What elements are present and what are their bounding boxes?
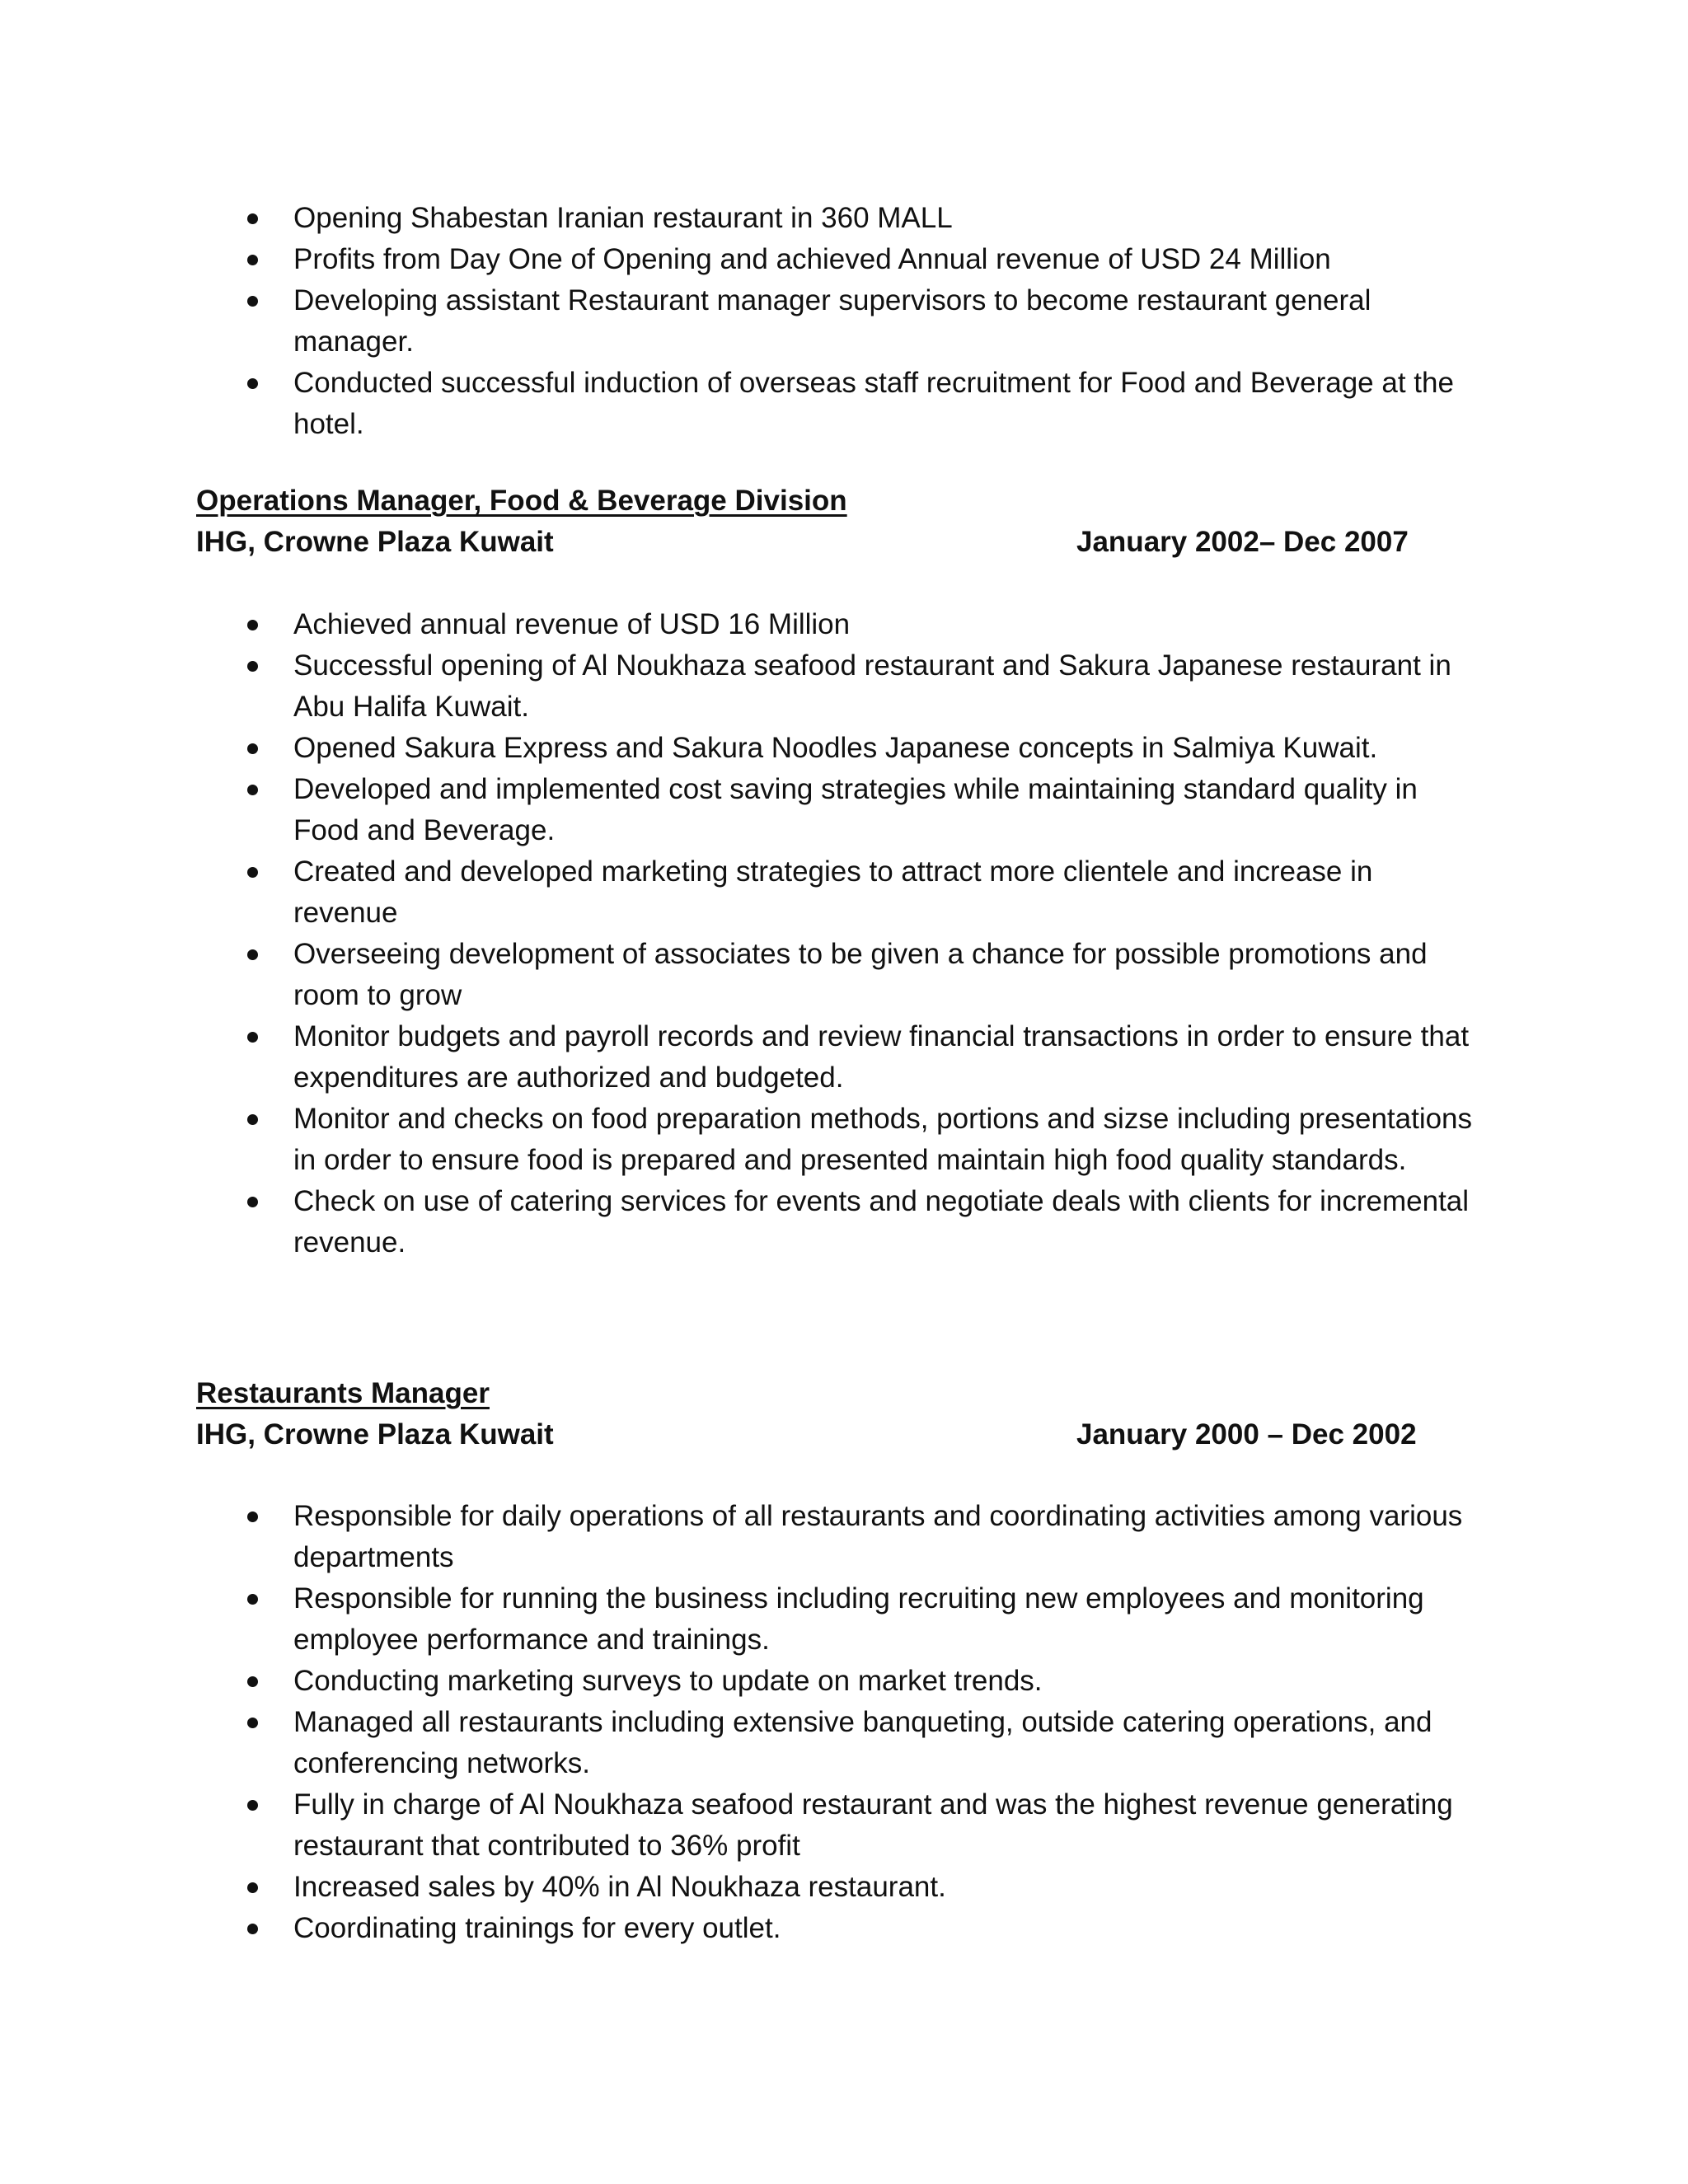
list-item (293, 934, 1480, 1016)
list-item-text: Created and developed marketing strategies to attract more clientele and increase in revenue (293, 855, 1373, 929)
list-item-text: Monitor budgets and payroll records and review financial transactions in order to ensure that expenditures are authorized and budgeted. (293, 1020, 1470, 1094)
bullet-icon (247, 867, 258, 878)
list-item-text: Profits from Day One of Opening and achieved Annual revenue of USD 24 Million (293, 243, 1331, 275)
list-item-text: Developed and implemented cost saving strategies while maintaining standard quality in Food and Beverage. (293, 773, 1418, 846)
bullet-icon (247, 1676, 258, 1687)
bullet-icon (247, 1718, 258, 1728)
list-item (293, 851, 1480, 934)
job-bullet-list (293, 604, 1480, 1263)
job-title: Operations Manager, Food & Beverage Division (196, 485, 847, 517)
bullet-icon (247, 620, 258, 630)
list-item (293, 280, 1480, 363)
list-item-text: Responsible for running the business including recruiting new employees and monitoring employee performance and trainings. (293, 1582, 1424, 1656)
list-item-text: Developing assistant Restaurant manager supervisors to become restaurant general manager. (293, 284, 1372, 358)
list-item (293, 1661, 1480, 1702)
list-item (293, 645, 1480, 728)
list-item (293, 769, 1480, 851)
bullet-icon (247, 378, 258, 389)
list-item-text: Increased sales by 40% in Al Noukhaza restaurant. (293, 1871, 946, 1903)
list-item-text: Opening Shabestan Iranian restaurant in 360 MALL (293, 202, 953, 234)
list-item-text: Fully in charge of Al Noukhaza seafood restaurant and was the highest revenue generating restaurant that contributed to 36% profit (293, 1788, 1453, 1862)
bullet-icon (247, 213, 258, 224)
list-item-text: Monitor and checks on food preparation methods, portions and sizse including presentations in order to ensure food is prepared and presented maintain high food quality standards. (293, 1103, 1473, 1176)
job-dates: January 2000 – Dec 2002 (1076, 1418, 1417, 1451)
list-item (293, 1867, 1480, 1908)
list-item (293, 1578, 1480, 1661)
list-item (293, 1784, 1480, 1867)
bullet-icon (247, 1032, 258, 1043)
list-item (293, 363, 1480, 445)
job-company: IHG, Crowne Plaza Kuwait (196, 1418, 554, 1451)
list-item (293, 1908, 1480, 1949)
list-item-text: Conducting marketing surveys to update on market trends. (293, 1665, 1043, 1697)
list-item-text: Check on use of catering services for events and negotiate deals with clients for incremental revenue. (293, 1185, 1470, 1258)
list-item (293, 1496, 1480, 1578)
bullet-icon (247, 661, 258, 672)
intro-bullet-list (293, 198, 1480, 445)
list-item-text: Achieved annual revenue of USD 16 Million (293, 608, 851, 640)
list-item-text: Conducted successful induction of overseas staff recruitment for Food and Beverage at the hotel. (293, 367, 1454, 440)
list-item (293, 1181, 1480, 1263)
bullet-icon (247, 1924, 258, 1934)
bullet-icon (247, 1114, 258, 1125)
list-item (293, 1016, 1480, 1099)
bullet-icon (247, 949, 258, 960)
bullet-icon (247, 1882, 258, 1893)
bullet-icon (247, 1800, 258, 1811)
list-item-text: Successful opening of Al Noukhaza seafood restaurant and Sakura Japanese restaurant in Abu Halifa Kuwait. (293, 649, 1451, 723)
list-item (293, 198, 1480, 239)
bullet-icon (247, 1197, 258, 1207)
bullet-icon (247, 1594, 258, 1605)
bullet-icon (247, 255, 258, 265)
bullet-icon (247, 743, 258, 754)
job-company: IHG, Crowne Plaza Kuwait (196, 526, 554, 558)
bullet-icon (247, 785, 258, 795)
list-item-text: Overseeing development of associates to be given a chance for possible promotions and room to grow (293, 938, 1428, 1011)
job-dates: January 2002– Dec 2007 (1076, 526, 1409, 558)
list-item (293, 604, 1480, 645)
bullet-icon (247, 296, 258, 307)
list-item (293, 239, 1480, 280)
job-bullet-list (293, 1496, 1480, 1949)
list-item-text: Opened Sakura Express and Sakura Noodles Japanese concepts in Salmiya Kuwait. (293, 732, 1378, 764)
list-item-text: Managed all restaurants including extensive banqueting, outside catering operations, and conferencing networks. (293, 1706, 1432, 1779)
list-item (293, 1099, 1480, 1181)
job-title: Restaurants Manager (196, 1377, 490, 1409)
list-item-text: Coordinating trainings for every outlet. (293, 1912, 781, 1944)
list-item (293, 728, 1480, 769)
list-item (293, 1702, 1480, 1784)
list-item-text: Responsible for daily operations of all restaurants and coordinating activities among various departments (293, 1500, 1463, 1573)
bullet-icon (247, 1511, 258, 1522)
